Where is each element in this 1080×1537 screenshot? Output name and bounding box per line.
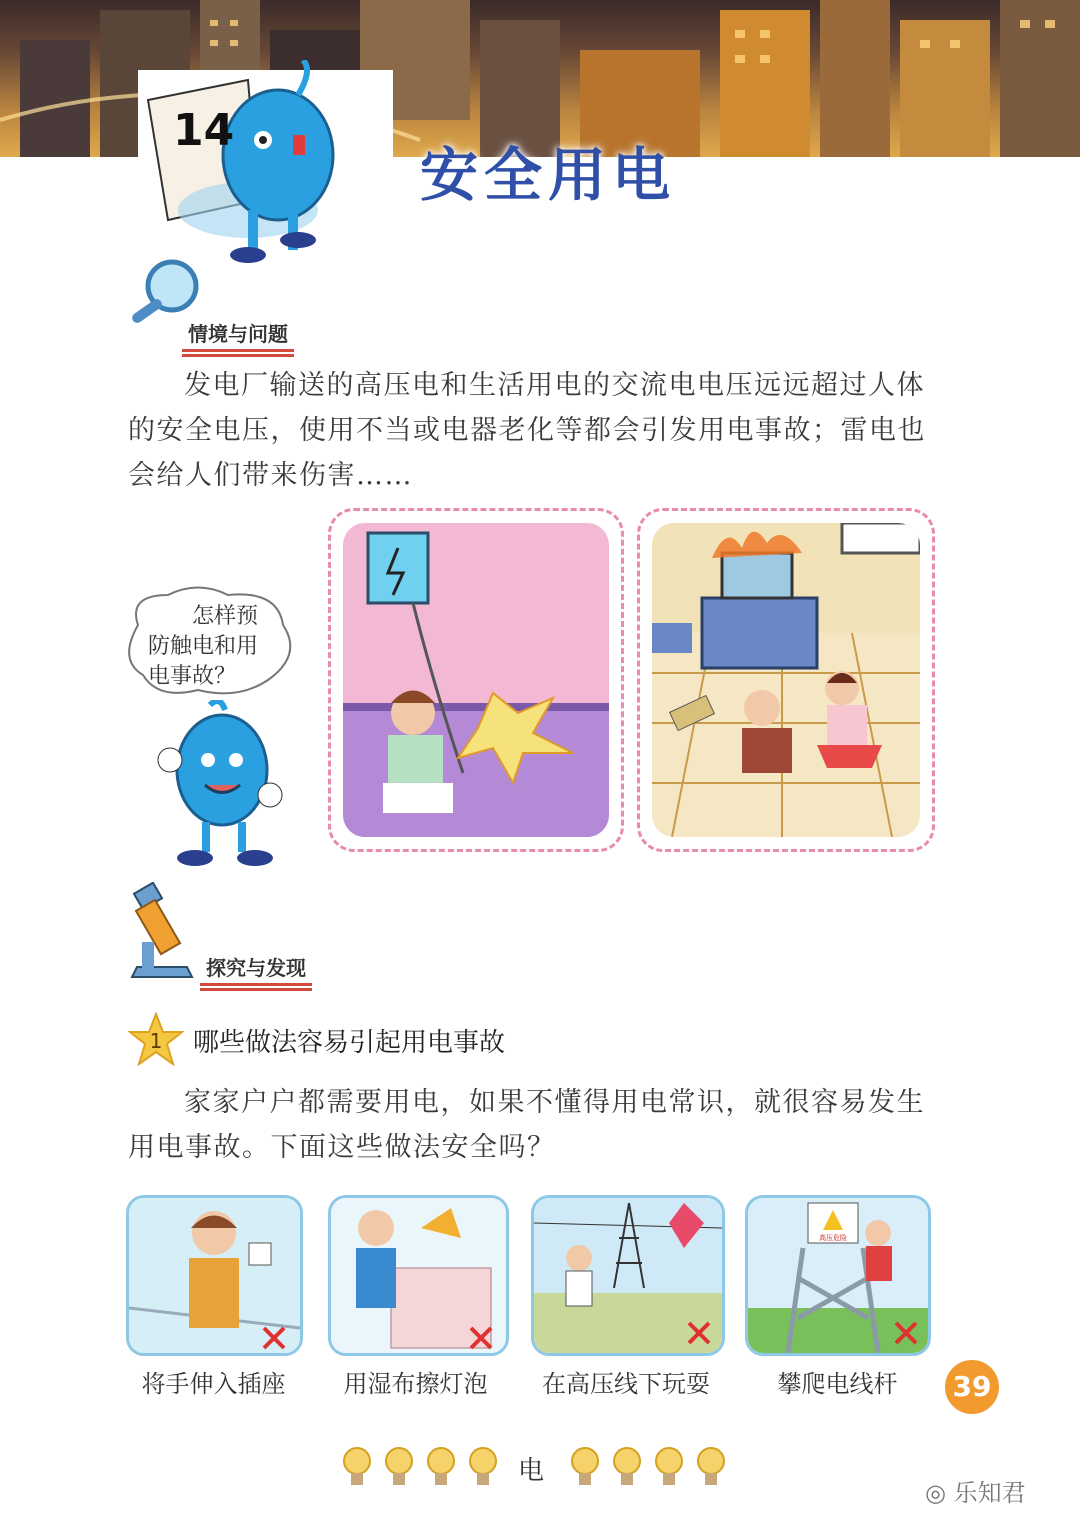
- thought-line: 防触电和用: [148, 634, 259, 659]
- bulb-icon: [382, 1445, 416, 1489]
- microscope-icon: [122, 882, 202, 987]
- caption-pole: 攀爬电线杆: [777, 1370, 898, 1398]
- thought-line: 怎样预: [148, 604, 259, 629]
- scene-electric-shock-image: [343, 523, 609, 837]
- watermark-text: 乐知君: [953, 1479, 1026, 1507]
- danger-sign-text: 高压危险: [819, 1234, 847, 1242]
- picture-tile-pole: [745, 1195, 931, 1356]
- section-label-context: 情境与问题: [182, 318, 294, 352]
- scene-panel-electric-shock: [328, 508, 624, 852]
- caption-socket: 将手伸入插座: [141, 1370, 286, 1398]
- footer-word: 电: [518, 1456, 545, 1486]
- thought-line: 电事故？: [148, 664, 237, 689]
- bulb-icon: [694, 1445, 728, 1489]
- bulb-icon: [424, 1445, 458, 1489]
- paragraph-context: 发电厂输送的高压电和生活用电的交流电电压远远超过人体的安全电压，使用不当或电器老化等都会引发用电事故；雷电也会给人们带来伤害……: [128, 370, 926, 491]
- caption-high-voltage: 在高压线下玩耍: [542, 1370, 710, 1398]
- bulb-icon: [568, 1445, 602, 1489]
- scene-fire-image: [652, 523, 920, 837]
- picture-tile-high-voltage: [531, 1195, 725, 1356]
- bulb-icon: [466, 1445, 500, 1489]
- caption-lamp: 用湿布擦灯泡: [343, 1370, 488, 1398]
- bulb-icon: [652, 1445, 686, 1489]
- lesson-number: 14: [173, 105, 235, 156]
- lesson-mascot-book: [128, 60, 393, 290]
- section-label-explore: 探究与发现: [200, 952, 312, 986]
- paragraph-explore: 家家户户都需要用电，如果不懂得用电常识，就很容易发生用电事故。下面这些做法安全吗？: [128, 1087, 925, 1163]
- step-number: 1: [149, 1029, 163, 1053]
- mascot-character: [150, 700, 290, 870]
- wechat-icon: ◎: [925, 1479, 954, 1507]
- scene-panel-fire: [637, 508, 935, 852]
- step-title: 哪些做法容易引起用电事故: [193, 1028, 506, 1058]
- picture-tile-socket: [126, 1195, 303, 1356]
- bulb-icon: [340, 1445, 374, 1489]
- thought-bubble-text: [148, 602, 278, 692]
- page-number-badge: 39: [945, 1360, 999, 1414]
- lesson-title: 安全用电: [420, 141, 677, 209]
- watermark: [925, 1473, 1026, 1508]
- step-star-icon: [128, 1012, 184, 1068]
- bulb-icon: [610, 1445, 644, 1489]
- picture-tile-lamp: [328, 1195, 509, 1356]
